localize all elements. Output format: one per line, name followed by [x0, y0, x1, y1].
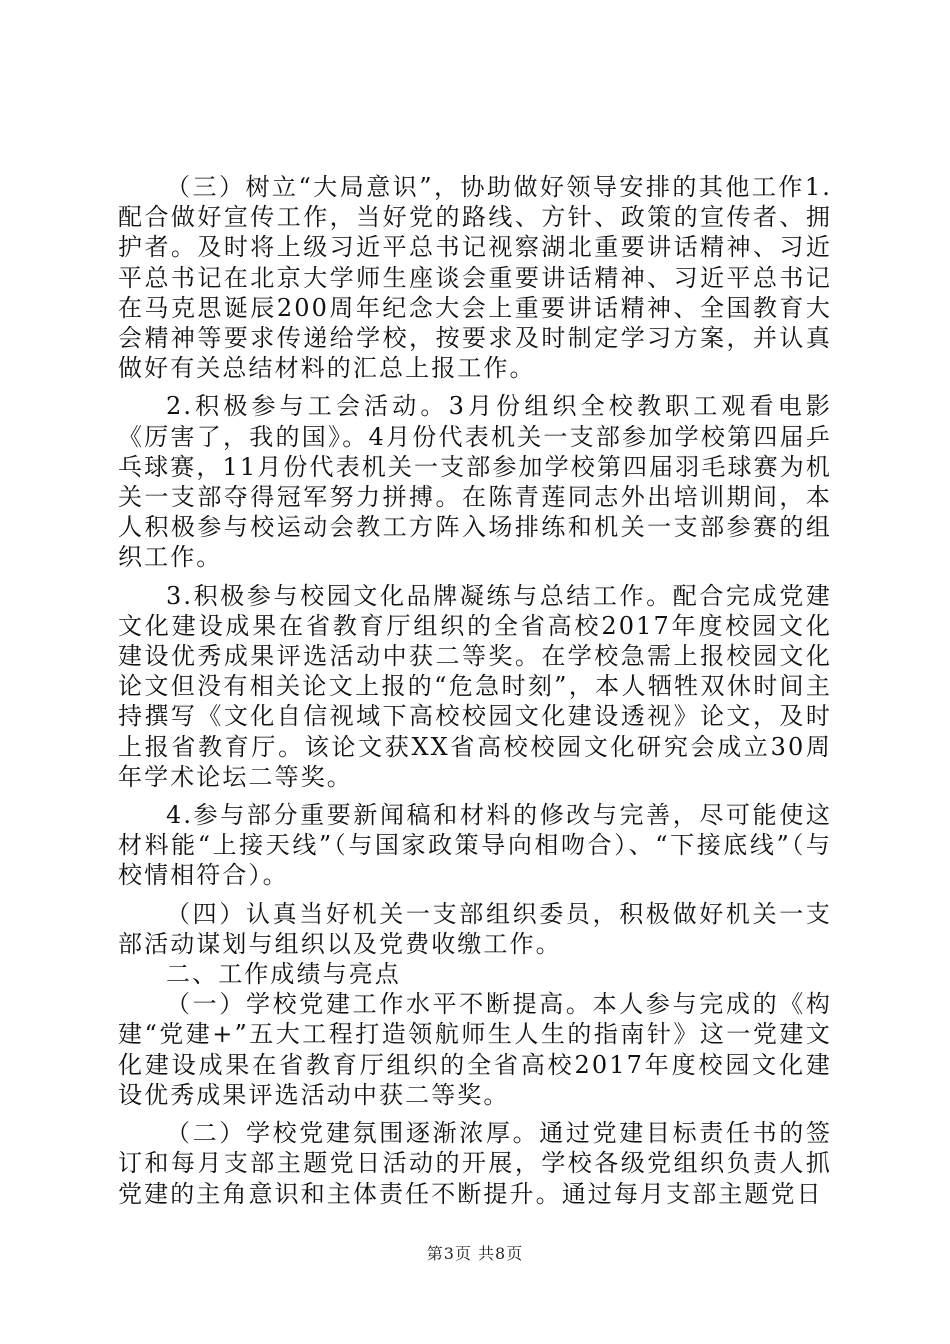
paragraph-section-four: （四）认真当好机关一支部组织委员，积极做好机关一支部活动谋划与组织以及党费收缴工作。 [118, 899, 832, 958]
paragraph-achievement-one: （一）学校党建工作水平不断提高。本人参与完成的《构建“党建+”五大工程打造领航师生人生的指南针》这一党建文化建设成果在省教育厅组织的全省高校2017年度校园文化建设优秀成果评选活动中获二等奖。 [118, 990, 832, 1109]
paragraph-item-3: 3.积极参与校园文化品牌凝练与总结工作。配合完成党建文化建设成果在省教育厅组织的全省高校2017年度校园文化建设优秀成果评选活动中获二等奖。在学校急需上报校园文化论文但没有相关论文上报的“危急时刻”，本人牺牲双休时间主持撰写《文化自信视域下高校校园文化建设透视》论文，及时上报省教育厅。该论文获XX省高校校园文化研究会成立30周年学术论坛二等奖。 [118, 581, 832, 791]
page-number-footer: 第3页 共8页 [426, 1244, 524, 1263]
document-body [118, 172, 832, 1209]
paragraph-item-2: 2.积极参与工会活动。3月份组织全校教职工观看电影《厉害了，我的国》。4月份代表机关一支部参加学校第四届乒乓球赛，11月份代表机关一支部参加学校第四届羽毛球赛为机关一支部夺得冠军努力拼搏。在陈青莲同志外出培训期间，本人积极参与校运动会教工方阵入场排练和机关一支部参赛的组织工作。 [118, 392, 832, 572]
paragraph-achievement-two: （二）学校党建氛围逐渐浓厚。通过党建目标责任书的签订和每月支部主题党日活动的开展，学校各级党组织负责人抓党建的主角意识和主体责任不断提升。通过每月支部主题党日 [118, 1119, 832, 1208]
section-heading-achievements: 二、工作成绩与亮点 [166, 960, 401, 989]
paragraph-section-three: （三）树立“大局意识”，协助做好领导安排的其他工作1.配合做好宣传工作，当好党的路线、方针、政策的宣传者、拥护者。及时将上级习近平总书记视察湖北重要讲话精神、习近平总书记在北京大学师生座谈会重要讲话精神、习近平总书记在马克思诞辰200周年纪念大会上重要讲话精神、全国教育大会精神等要求传递给学校，按要求及时制定学习方案，并认真做好有关总结材料的汇总上报工作。 [118, 173, 832, 383]
paragraph-item-4: 4.参与部分重要新闻稿和材料的修改与完善，尽可能使这材料能“上接天线”（与国家政策导向相吻合）、“下接底线”（与校情相符合）。 [118, 801, 832, 890]
